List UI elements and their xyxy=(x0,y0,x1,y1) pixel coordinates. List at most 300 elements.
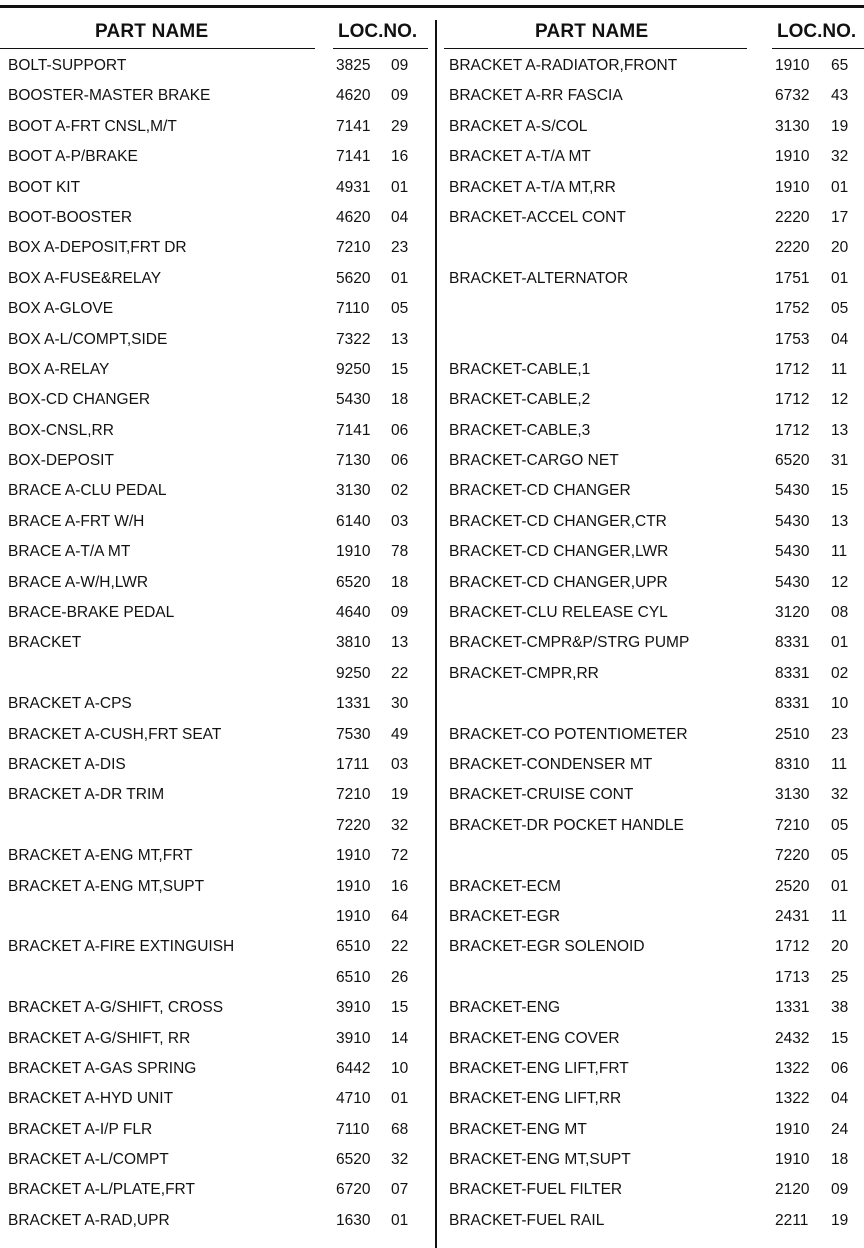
part-name-cell: BRACE A-FRT W/H xyxy=(8,512,145,530)
table-row xyxy=(0,1090,432,1120)
part-name-cell: BRACKET A-L/COMPT xyxy=(8,1151,169,1169)
no-cell: 01 xyxy=(831,877,849,895)
part-name-cell: BOOT A-P/BRAKE xyxy=(8,148,138,166)
no-cell: 16 xyxy=(391,148,409,166)
loc-cell: 2220 xyxy=(775,208,810,226)
table-row xyxy=(0,148,432,178)
part-name-cell: BOOT KIT xyxy=(8,178,81,196)
no-cell: 32 xyxy=(831,148,849,166)
table-row xyxy=(442,938,864,968)
part-name-cell: BOOT-BOOSTER xyxy=(8,208,133,226)
table-row xyxy=(0,847,432,877)
loc-cell: 1331 xyxy=(775,999,810,1017)
table-row xyxy=(0,57,432,87)
loc-cell: 6520 xyxy=(336,573,371,591)
table-row xyxy=(442,270,864,300)
no-cell: 01 xyxy=(391,1211,409,1229)
right-column-header xyxy=(442,20,864,52)
loc-cell: 1753 xyxy=(775,330,810,348)
part-name-underline xyxy=(0,48,315,49)
table-row xyxy=(442,209,864,239)
part-name-cell: BRACKET A-ENG MT,SUPT xyxy=(8,877,205,895)
left-column xyxy=(0,20,432,1229)
top-rule xyxy=(0,5,864,8)
table-row xyxy=(0,604,432,634)
part-name-cell: BRACKET xyxy=(8,634,82,652)
loc-cell: 7130 xyxy=(336,452,371,470)
part-name-cell: BRACKET A-DR TRIM xyxy=(8,786,165,804)
loc-cell: 3910 xyxy=(336,999,371,1017)
part-name-cell: BOX-DEPOSIT xyxy=(8,452,114,470)
part-name-cell: BOX A-GLOVE xyxy=(8,300,114,318)
loc-cell: 1751 xyxy=(775,269,810,287)
table-row xyxy=(0,361,432,391)
loc-cell: 4710 xyxy=(336,1090,371,1108)
loc-cell: 7220 xyxy=(336,816,371,834)
table-row xyxy=(0,1212,432,1242)
no-cell: 68 xyxy=(391,1120,409,1138)
no-cell: 20 xyxy=(831,239,849,257)
part-name-cell: BRACKET-CABLE,2 xyxy=(449,391,591,409)
part-name-cell: BRACKET-ENG COVER xyxy=(449,1029,620,1047)
no-cell: 01 xyxy=(391,269,409,287)
part-name-cell: BRACKET-ENG xyxy=(449,999,561,1017)
no-cell: 31 xyxy=(831,452,849,470)
part-name-cell: BRACKET A-GAS SPRING xyxy=(8,1059,197,1077)
no-cell: 19 xyxy=(391,786,409,804)
no-cell: 14 xyxy=(391,1029,409,1047)
no-cell: 13 xyxy=(391,330,409,348)
part-name-cell: BRACKET-CD CHANGER,UPR xyxy=(449,573,668,591)
no-cell: 23 xyxy=(831,725,849,743)
no-cell: 04 xyxy=(831,330,849,348)
part-name-cell: BRACKET A-T/A MT xyxy=(449,148,591,166)
no-cell: 15 xyxy=(391,360,409,378)
no-cell: 72 xyxy=(391,847,409,865)
loc-cell: 1712 xyxy=(775,391,810,409)
table-row xyxy=(442,786,864,816)
table-row xyxy=(0,908,432,938)
part-name-cell: BOOSTER-MASTER BRAKE xyxy=(8,87,211,105)
table-row xyxy=(0,817,432,847)
no-cell: 09 xyxy=(391,604,409,622)
no-cell: 03 xyxy=(391,512,409,530)
no-cell: 15 xyxy=(831,482,849,500)
table-row xyxy=(0,300,432,330)
loc-cell: 6510 xyxy=(336,938,371,956)
table-row xyxy=(0,270,432,300)
no-cell: 06 xyxy=(391,452,409,470)
no-cell: 13 xyxy=(831,421,849,439)
table-row xyxy=(442,665,864,695)
loc-cell: 1910 xyxy=(336,907,371,925)
table-row xyxy=(442,482,864,512)
table-row xyxy=(442,1212,864,1242)
part-name-cell: BRACKET-CARGO NET xyxy=(449,452,619,470)
no-cell: 05 xyxy=(831,300,849,318)
table-row xyxy=(0,482,432,512)
loc-cell: 1910 xyxy=(775,1151,810,1169)
no-cell: 05 xyxy=(831,816,849,834)
loc-cell: 2211 xyxy=(775,1211,809,1229)
table-row xyxy=(0,726,432,756)
part-name-cell: BOX A-FUSE&RELAY xyxy=(8,269,162,287)
loc-cell: 1322 xyxy=(775,1090,810,1108)
loc-cell: 8331 xyxy=(775,664,810,682)
part-name-cell: BOX-CD CHANGER xyxy=(8,391,151,409)
loc-no-underline xyxy=(772,48,864,49)
table-row xyxy=(0,1151,432,1181)
table-row xyxy=(442,1030,864,1060)
part-name-cell: BRACE A-T/A MT xyxy=(8,543,131,561)
loc-cell: 3120 xyxy=(775,604,810,622)
no-cell: 32 xyxy=(391,816,409,834)
no-cell: 01 xyxy=(831,269,849,287)
loc-no-underline xyxy=(333,48,428,49)
no-cell: 01 xyxy=(391,1090,409,1108)
part-name-cell: BRACKET A-CPS xyxy=(8,695,132,713)
no-cell: 11 xyxy=(831,755,848,773)
loc-cell: 1910 xyxy=(775,57,810,74)
no-cell: 12 xyxy=(831,391,849,409)
table-row xyxy=(442,908,864,938)
table-row xyxy=(0,665,432,695)
table-row xyxy=(0,786,432,816)
table-row xyxy=(442,969,864,999)
table-row xyxy=(0,756,432,786)
no-cell: 13 xyxy=(831,512,849,530)
part-name-cell: BRACKET A-HYD UNIT xyxy=(8,1090,174,1108)
no-cell: 32 xyxy=(831,786,849,804)
no-cell: 12 xyxy=(831,573,849,591)
table-row xyxy=(442,452,864,482)
table-row xyxy=(0,331,432,361)
table-row xyxy=(442,1181,864,1211)
loc-cell: 3130 xyxy=(775,786,810,804)
loc-cell: 6140 xyxy=(336,512,371,530)
no-cell: 65 xyxy=(831,57,849,74)
part-name-cell: BRACKET A-L/PLATE,FRT xyxy=(8,1181,195,1199)
no-cell: 18 xyxy=(391,573,409,591)
part-name-cell: BRACKET A-DIS xyxy=(8,755,126,773)
no-cell: 15 xyxy=(831,1029,849,1047)
table-row xyxy=(442,179,864,209)
part-name-cell: BRACKET-ENG LIFT,RR xyxy=(449,1090,622,1108)
loc-cell: 1630 xyxy=(336,1211,371,1229)
loc-cell: 1712 xyxy=(775,421,810,439)
no-cell: 10 xyxy=(391,1059,409,1077)
loc-cell: 7530 xyxy=(336,725,371,743)
table-row xyxy=(0,1181,432,1211)
loc-cell: 7110 xyxy=(336,300,370,318)
table-row xyxy=(0,938,432,968)
right-parts-list xyxy=(442,57,864,1242)
no-cell: 03 xyxy=(391,755,409,773)
table-row xyxy=(442,148,864,178)
loc-cell: 6520 xyxy=(775,452,810,470)
table-row xyxy=(0,87,432,117)
loc-cell: 2520 xyxy=(775,877,810,895)
loc-cell: 1910 xyxy=(336,847,371,865)
loc-cell: 6732 xyxy=(775,87,810,105)
loc-cell: 1711 xyxy=(336,755,370,773)
loc-cell: 1910 xyxy=(336,543,371,561)
part-name-cell: BRACKET-FUEL FILTER xyxy=(449,1181,623,1199)
no-cell: 22 xyxy=(391,938,409,956)
table-row xyxy=(0,391,432,421)
loc-cell: 8310 xyxy=(775,755,810,773)
loc-cell: 6510 xyxy=(336,968,371,986)
part-name-underline xyxy=(444,48,747,49)
table-row xyxy=(442,513,864,543)
no-cell: 49 xyxy=(391,725,409,743)
table-row xyxy=(442,726,864,756)
table-row xyxy=(0,452,432,482)
table-row xyxy=(0,1030,432,1060)
no-cell: 04 xyxy=(391,208,409,226)
no-cell: 09 xyxy=(391,87,409,105)
part-name-cell: BRACKET A-G/SHIFT, RR xyxy=(8,1029,191,1047)
table-row xyxy=(442,391,864,421)
loc-cell: 6720 xyxy=(336,1181,371,1199)
no-cell: 07 xyxy=(391,1181,409,1199)
no-cell: 04 xyxy=(831,1090,849,1108)
no-cell: 01 xyxy=(391,178,409,196)
part-name-cell: BOX-CNSL,RR xyxy=(8,421,114,439)
part-name-cell: BRACKET-CO POTENTIOMETER xyxy=(449,725,688,743)
table-row xyxy=(0,179,432,209)
no-cell: 06 xyxy=(391,421,409,439)
part-name-cell: BRACKET-CABLE,3 xyxy=(449,421,591,439)
part-name-cell: BOOT A-FRT CNSL,M/T xyxy=(8,117,177,135)
part-name-cell: BRACKET-DR POCKET HANDLE xyxy=(449,816,684,834)
no-cell: 10 xyxy=(831,695,849,713)
loc-cell: 2120 xyxy=(775,1181,810,1199)
table-row xyxy=(0,695,432,725)
no-cell: 25 xyxy=(831,968,849,986)
table-row xyxy=(442,87,864,117)
loc-cell: 1322 xyxy=(775,1059,810,1077)
part-name-cell: BRACKET-CABLE,1 xyxy=(449,360,591,378)
left-column-header xyxy=(0,20,432,52)
part-name-cell: BOX A-L/COMPT,SIDE xyxy=(8,330,168,348)
no-cell: 02 xyxy=(831,664,849,682)
part-name-cell: BRACKET-ENG LIFT,FRT xyxy=(449,1059,629,1077)
no-cell: 19 xyxy=(831,1211,849,1229)
loc-cell: 7220 xyxy=(775,847,810,865)
no-cell: 19 xyxy=(831,117,849,135)
no-cell: 02 xyxy=(391,482,409,500)
table-row xyxy=(442,300,864,330)
table-row xyxy=(442,634,864,664)
loc-cell: 7141 xyxy=(336,148,371,166)
no-cell: 06 xyxy=(831,1059,849,1077)
part-name-cell: BRACKET A-S/COL xyxy=(449,117,588,135)
loc-cell: 8331 xyxy=(775,634,810,652)
part-name-cell: BRACKET-EGR xyxy=(449,907,561,925)
loc-cell: 3810 xyxy=(336,634,371,652)
left-parts-list xyxy=(0,57,432,1242)
loc-cell: 3130 xyxy=(336,482,371,500)
no-cell: 01 xyxy=(831,634,849,652)
part-name-cell: BRACKET A-FIRE EXTINGUISH xyxy=(8,938,235,956)
part-name-cell: BRACKET A-T/A MT,RR xyxy=(449,178,616,196)
no-cell: 18 xyxy=(831,1151,849,1169)
no-cell: 08 xyxy=(831,604,849,622)
no-cell: 24 xyxy=(831,1120,849,1138)
part-name-cell: BRACKET-CMPR&P/STRG PUMP xyxy=(449,634,690,652)
table-row xyxy=(442,878,864,908)
part-name-cell: BRACKET A-RAD,UPR xyxy=(8,1211,170,1229)
no-cell: 64 xyxy=(391,907,409,925)
loc-cell: 5620 xyxy=(336,269,371,287)
part-name-cell: BRACKET-ALTERNATOR xyxy=(449,269,629,287)
table-row xyxy=(442,543,864,573)
loc-cell: 1910 xyxy=(336,877,371,895)
table-row xyxy=(0,574,432,604)
table-row xyxy=(0,969,432,999)
loc-cell: 6520 xyxy=(336,1151,371,1169)
table-row xyxy=(0,1121,432,1151)
no-cell: 22 xyxy=(391,664,409,682)
part-name-cell: BRACKET A-I/P FLR xyxy=(8,1120,153,1138)
no-cell: 09 xyxy=(391,57,409,74)
table-row xyxy=(0,878,432,908)
loc-cell: 1713 xyxy=(775,968,810,986)
part-name-heading: PART NAME xyxy=(535,21,649,42)
part-name-cell: BRACKET-CD CHANGER,CTR xyxy=(449,512,667,530)
loc-cell: 5430 xyxy=(775,512,810,530)
part-name-cell: BOX A-DEPOSIT,FRT DR xyxy=(8,239,187,257)
no-cell: 26 xyxy=(391,968,409,986)
no-cell: 09 xyxy=(831,1181,849,1199)
table-row xyxy=(0,422,432,452)
loc-cell: 5430 xyxy=(775,482,810,500)
loc-cell: 2220 xyxy=(775,239,810,257)
table-row xyxy=(442,1121,864,1151)
part-name-cell: BRACKET-ACCEL CONT xyxy=(449,208,626,226)
part-name-cell: BOLT-SUPPORT xyxy=(8,57,127,74)
part-name-cell: BRACKET-ENG MT xyxy=(449,1120,587,1138)
no-cell: 11 xyxy=(831,360,848,378)
table-row xyxy=(442,817,864,847)
table-row xyxy=(0,209,432,239)
part-name-cell: BOX A-RELAY xyxy=(8,360,110,378)
loc-cell: 7210 xyxy=(336,786,371,804)
loc-cell: 3130 xyxy=(775,117,810,135)
no-cell: 05 xyxy=(391,300,409,318)
part-name-cell: BRACKET-CLU RELEASE CYL xyxy=(449,604,668,622)
no-cell: 17 xyxy=(831,208,849,226)
loc-cell: 4640 xyxy=(336,604,371,622)
part-name-cell: BRACKET A-CUSH,FRT SEAT xyxy=(8,725,222,743)
table-row xyxy=(0,999,432,1029)
table-row xyxy=(442,756,864,786)
loc-cell: 1712 xyxy=(775,938,810,956)
no-cell: 43 xyxy=(831,87,849,105)
loc-cell: 7210 xyxy=(336,239,371,257)
loc-cell: 8331 xyxy=(775,695,810,713)
loc-cell: 2431 xyxy=(775,907,810,925)
table-row xyxy=(442,604,864,634)
loc-cell: 1331 xyxy=(336,695,371,713)
part-name-cell: BRACKET A-RR FASCIA xyxy=(449,87,623,105)
column-divider xyxy=(435,20,437,1248)
loc-cell: 7322 xyxy=(336,330,371,348)
no-cell: 38 xyxy=(831,999,849,1017)
part-name-cell: BRACKET-ENG MT,SUPT xyxy=(449,1151,631,1169)
loc-cell: 3825 xyxy=(336,57,371,74)
loc-cell: 1910 xyxy=(775,178,810,196)
loc-cell: 5430 xyxy=(775,573,810,591)
loc-cell: 7141 xyxy=(336,421,371,439)
loc-cell: 2510 xyxy=(775,725,810,743)
loc-cell: 9250 xyxy=(336,664,371,682)
part-name-cell: BRACKET-EGR SOLENOID xyxy=(449,938,645,956)
table-row xyxy=(0,513,432,543)
part-name-heading: PART NAME xyxy=(95,21,209,42)
table-row xyxy=(0,239,432,269)
loc-cell: 7141 xyxy=(336,117,371,135)
loc-cell: 1752 xyxy=(775,300,810,318)
part-name-cell: BRACE A-CLU PEDAL xyxy=(8,482,167,500)
no-cell: 23 xyxy=(391,239,409,257)
loc-no-heading: LOC.NO. xyxy=(777,21,857,42)
loc-no-heading: LOC.NO. xyxy=(338,21,418,42)
no-cell: 16 xyxy=(391,877,409,895)
table-row xyxy=(442,847,864,877)
part-name-cell: BRACKET A-ENG MT,FRT xyxy=(8,847,193,865)
loc-cell: 6442 xyxy=(336,1059,371,1077)
loc-cell: 1712 xyxy=(775,360,810,378)
loc-cell: 4620 xyxy=(336,87,371,105)
loc-cell: 4931 xyxy=(336,178,371,196)
part-name-cell: BRACKET-FUEL RAIL xyxy=(449,1211,605,1229)
table-row xyxy=(0,543,432,573)
loc-cell: 1910 xyxy=(775,148,810,166)
table-row xyxy=(442,1060,864,1090)
table-row xyxy=(442,422,864,452)
no-cell: 01 xyxy=(831,178,849,196)
loc-cell: 2432 xyxy=(775,1029,810,1047)
no-cell: 18 xyxy=(391,391,409,409)
no-cell: 32 xyxy=(391,1151,409,1169)
table-row xyxy=(442,999,864,1029)
part-name-cell: BRACKET-CD CHANGER xyxy=(449,482,631,500)
part-name-cell: BRACKET-CRUISE CONT xyxy=(449,786,634,804)
loc-cell: 7210 xyxy=(775,816,810,834)
loc-cell: 9250 xyxy=(336,360,371,378)
table-row xyxy=(442,574,864,604)
table-row xyxy=(442,361,864,391)
table-row xyxy=(442,57,864,87)
part-name-cell: BRACKET-CONDENSER MT xyxy=(449,755,653,773)
no-cell: 29 xyxy=(391,117,409,135)
right-column xyxy=(442,20,864,1229)
loc-cell: 4620 xyxy=(336,208,371,226)
no-cell: 13 xyxy=(391,634,409,652)
no-cell: 11 xyxy=(831,543,848,561)
table-row xyxy=(442,331,864,361)
loc-cell: 1910 xyxy=(775,1120,810,1138)
table-row xyxy=(0,1060,432,1090)
part-name-cell: BRACKET-CD CHANGER,LWR xyxy=(449,543,669,561)
loc-cell: 7110 xyxy=(336,1120,370,1138)
table-row xyxy=(442,239,864,269)
part-name-cell: BRACKET-ECM xyxy=(449,877,561,895)
part-name-cell: BRACKET A-RADIATOR,FRONT xyxy=(449,57,678,74)
table-row xyxy=(442,695,864,725)
